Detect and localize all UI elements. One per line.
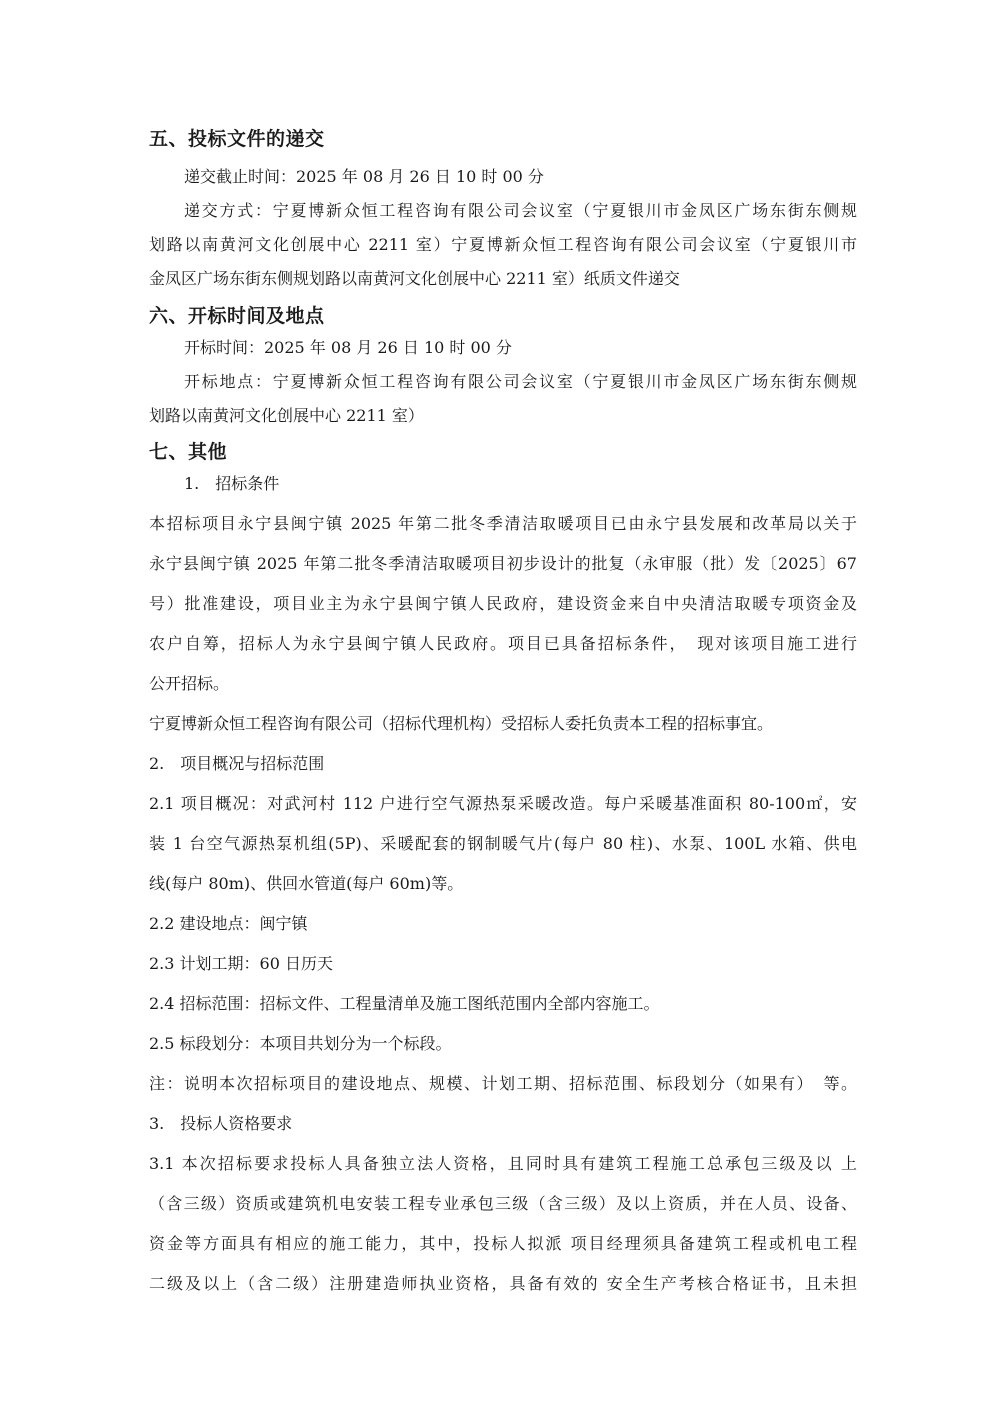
item-2-5: 2.5 标段划分：本项目共划分为一个标段。 (149, 1034, 452, 1053)
section-5-heading: 五、投标文件的递交 (149, 128, 325, 150)
conditions-paragraph-line-3: 号）批准建设，项目业主为永宁县闽宁镇人民政府，建设资金来自中央清洁取暖专项资金及 (149, 594, 857, 613)
conditions-paragraph-line-1: 本招标项目永宁县闽宁镇 2025 年第二批冬季清洁取暖项目已由永宁县发展和改革局以关于 (149, 514, 857, 533)
opening-place-line-1: 开标地点：宁夏博新众恒工程咨询有限公司会议室（宁夏银川市金凤区广场东街东侧规 (184, 372, 857, 391)
opening-place-line-2: 划路以南黄河文化创展中心 2211 室） (149, 406, 424, 425)
item-2-3: 2.3 计划工期：60 日历天 (149, 954, 333, 973)
note-line: 注：说明本次招标项目的建设地点、规模、计划工期、招标范围、标段划分（如果有） 等。 (149, 1074, 857, 1093)
submission-method-line-1: 递交方式：宁夏博新众恒工程咨询有限公司会议室（宁夏银川市金凤区广场东街东侧规 (184, 201, 857, 220)
item-2-1-line-2: 装 1 台空气源热泵机组(5P)、采暖配套的钢制暖气片(每户 80 柱)、水泵、100L 水箱、供电 (149, 834, 857, 853)
item-3-1-line-3: 资金等方面具有相应的施工能力，其中，投标人拟派 项目经理须具备建筑工程或机电工程 (149, 1234, 857, 1253)
item-2-4: 2.4 招标范围：招标文件、工程量清单及施工图纸范围内全部内容施工。 (149, 994, 660, 1013)
section-7-heading: 七、其他 (149, 441, 228, 463)
item-2-2: 2.2 建设地点：闽宁镇 (149, 914, 308, 933)
item-3-title: 3. 投标人资格要求 (149, 1114, 293, 1133)
item-3-1-line-1: 3.1 本次招标要求投标人具备独立法人资格，且同时具有建筑工程施工总承包三级及以 上 (149, 1154, 857, 1173)
submission-deadline: 递交截止时间：2025 年 08 月 26 日 10 时 00 分 (184, 167, 544, 186)
section-6-heading: 六、开标时间及地点 (149, 305, 325, 327)
item-2-1-line-1: 2.1 项目概况：对武河村 112 户进行空气源热泵采暖改造。每户采暖基准面积 80-100㎡，安 (149, 794, 857, 813)
submission-method-line-2: 划路以南黄河文化创展中心 2211 室）宁夏博新众恒工程咨询有限公司会议室（宁夏银川市 (149, 235, 857, 254)
item-3-1-line-4: 二级及以上（含二级）注册建造师执业资格，具备有效的 安全生产考核合格证书，且未担 (149, 1274, 857, 1293)
opening-time: 开标时间：2025 年 08 月 26 日 10 时 00 分 (184, 338, 512, 357)
item-3-1-line-2: （含三级）资质或建筑机电安装工程专业承包三级（含三级）及以上资质，并在人员、设备、 (149, 1194, 857, 1213)
item-1-title: 1. 招标条件 (184, 474, 280, 493)
item-2-1-line-3: 线(每户 80m)、供回水管道(每户 60m)等。 (149, 874, 464, 893)
submission-method-line-3: 金凤区广场东街东侧规划路以南黄河文化创展中心 2211 室）纸质文件递交 (149, 269, 680, 288)
conditions-paragraph-line-2: 永宁县闽宁镇 2025 年第二批冬季清洁取暖项目初步设计的批复（永审服（批）发〔2025〕67 (149, 554, 857, 573)
item-2-title: 2. 项目概况与招标范围 (149, 754, 325, 773)
conditions-paragraph-line-5: 公开招标。 (149, 674, 230, 693)
conditions-paragraph-line-4: 农户自筹，招标人为永宁县闽宁镇人民政府。项目已具备招标条件， 现对该项目施工进行 (149, 634, 857, 653)
agency-paragraph: 宁夏博新众恒工程咨询有限公司（招标代理机构）受招标人委托负责本工程的招标事宜。 (149, 714, 774, 733)
